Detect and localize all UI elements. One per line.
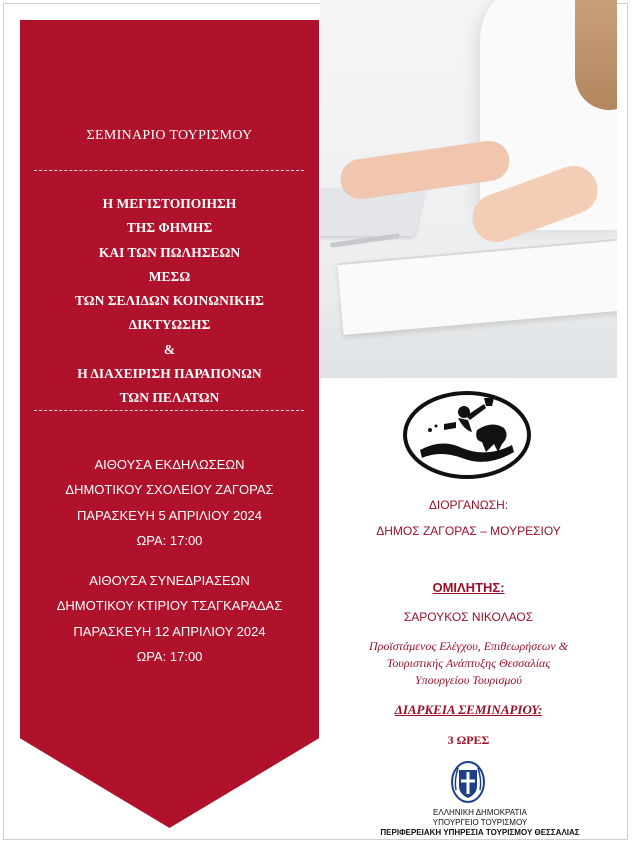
footer-regional-service: ΠΕΡΙΦΕΡΕΙΑΚΗ ΥΠΗΡΕΣΙΑ ΤΟΥΡΙΣΜΟΥ ΘΕΣΣΑΛΙΑΣ xyxy=(380,828,580,837)
duration-label: ΔΙΑΡΚΕΙΑ ΣΕΜΙΝΑΡΙΟΥ: xyxy=(394,702,543,717)
organizer-name: ΔΗΜΟΣ ΖΑΓΟΡΑΣ – ΜΟΥΡΕΣΙΟΥ xyxy=(376,524,561,538)
speaker-role-line: Τουριστικής Ανάπτυξης Θεσσαλίας xyxy=(386,656,551,670)
venue-line: ΠΑΡΑΣΚΕΥΗ 12 ΑΠΡΙΛΙΟΥ 2024 xyxy=(73,623,266,639)
headline-line: Η ΔΙΑΧΕΙΡΙΣΗ ΠΑΡΑΠΟΝΩΝ xyxy=(77,366,262,382)
headline-line: ΚΑΙ ΤΩΝ ΠΩΛΗΣΕΩΝ xyxy=(98,244,241,260)
divider-bottom xyxy=(34,410,304,411)
divider-top xyxy=(34,170,304,171)
venue-line: ΩΡΑ: 17:00 xyxy=(136,533,203,549)
headline-line: Η ΜΕΓΙΣΤΟΠΟΙΗΣΗ xyxy=(102,196,237,211)
photo-hair xyxy=(575,0,617,110)
venue-line: ΩΡΑ: 17:00 xyxy=(136,649,203,665)
footer-ministry: ΥΠΟΥΡΓΕΙΟ ΤΟΥΡΙΣΜΟΥ xyxy=(432,818,528,827)
venue-line: ΠΑΡΑΣΚΕΥΗ 5 ΑΠΡΙΛΙΟΥ 2024 xyxy=(77,507,262,523)
venue-line: ΔΗΜΟΤΙΚΟΥ ΣΧΟΛΕΙΟΥ ΖΑΓΟΡΑΣ xyxy=(65,482,274,498)
speaker-role xyxy=(320,638,617,689)
headline xyxy=(20,192,319,411)
headline-line: ΜΕΣΩ xyxy=(148,268,191,284)
speaker-label: ΟΜΙΛΗΤΗΣ: xyxy=(432,580,505,595)
greek-coat-of-arms-icon xyxy=(450,760,486,804)
organizer-label: ΔΙΟΡΓΑΝΩΣΗ: xyxy=(428,498,509,512)
seminar-title: ΣΕΜΙΝΑΡΙΟ ΤΟΥΡΙΣΜΟΥ xyxy=(86,128,253,143)
venue-line: ΑΙΘΟΥΣΑ ΣΥΝΕΔΡΙΑΣΕΩΝ xyxy=(89,573,250,588)
footer-republic: ΕΛΛΗΝΙΚΗ ΔΗΜΟΚΡΑΤΙΑ xyxy=(433,808,527,817)
venue-line: ΑΙΘΟΥΣΑ ΕΚΔΗΛΩΣΕΩΝ xyxy=(94,457,245,472)
headline-line: ΤΩΝ ΣΕΛΙΔΩΝ ΚΟΙΝΩΝΙΚΗΣ xyxy=(75,293,264,309)
office-photo xyxy=(320,0,617,378)
headline-line: ΔΙΚΤΥΩΣΗΣ xyxy=(128,317,211,333)
speaker-role-line: Προϊστάμενος Ελέγχου, Επιθεωρήσεων & xyxy=(368,639,568,653)
headline-line: & xyxy=(163,341,176,357)
venue-line: ΔΗΜΟΤΙΚΟΥ ΚΤΙΡΙΟΥ ΤΣΑΓΚΑΡΑΔΑΣ xyxy=(56,598,283,614)
venue-tsagkarada xyxy=(20,568,319,670)
venue-zagora xyxy=(20,452,319,554)
duration-value: 3 ΩΡΕΣ xyxy=(447,733,490,747)
speaker-role-line: Υπουργείου Τουρισμού xyxy=(415,673,522,687)
municipality-emblem-icon xyxy=(402,390,532,480)
headline-line: ΤΗΣ ΦΗΜΗΣ xyxy=(126,220,213,236)
headline-line: ΤΩΝ ΠΕΛΑΤΩΝ xyxy=(119,390,220,406)
speaker-name: ΣΑΡΟΥΚΟΣ ΝΙΚΟΛΑΟΣ xyxy=(403,610,534,624)
